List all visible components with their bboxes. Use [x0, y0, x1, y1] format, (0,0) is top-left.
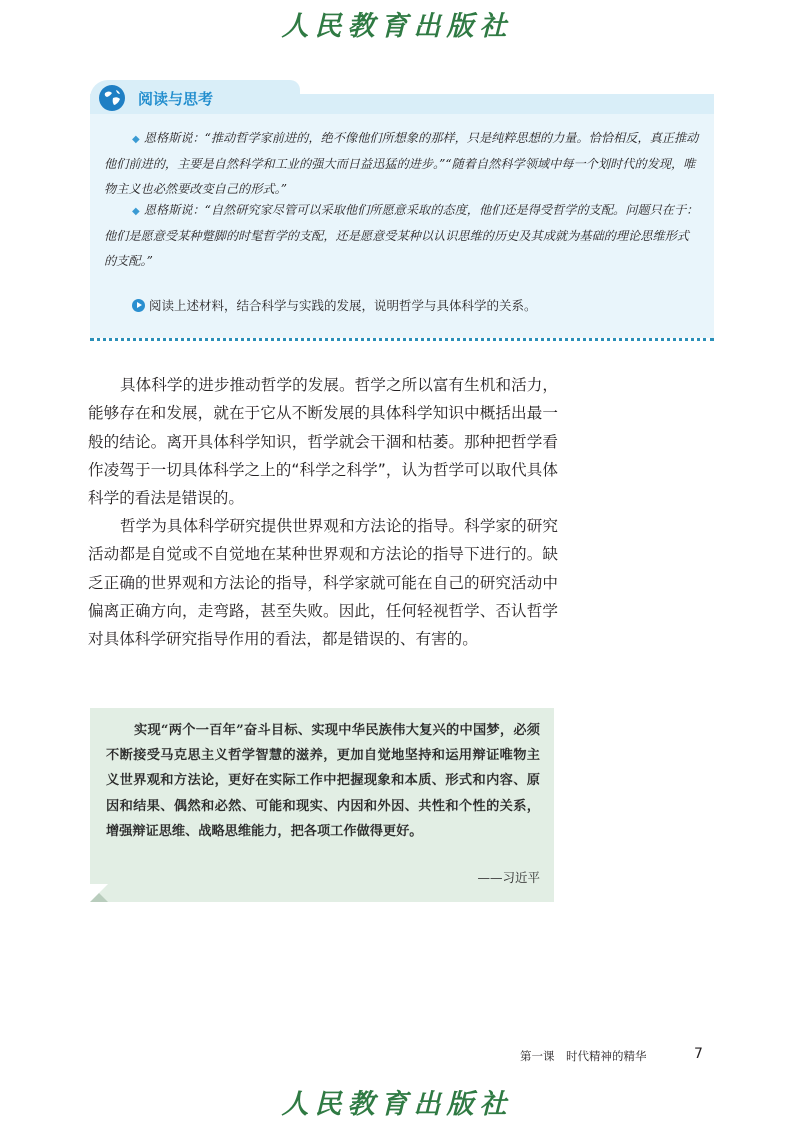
reading-prompt [132, 296, 692, 314]
reading-box-dotted-border [90, 338, 714, 341]
publisher-watermark-top: 人民教育出版社 [281, 11, 513, 42]
publisher-watermark-bottom: 人民教育出版社 [281, 1089, 513, 1120]
chapter-title: 第一课 时代精神的精华 [520, 1049, 647, 1063]
xi-quote-text: 实现“两个一百年”奋斗目标、实现中华民族伟大复兴的中国梦，必须不断接受马克思主义哲学智慧的滋养，更加自觉地坚持和运用辩证唯物主义世界观和方法论，更好在实际工作中把握现象和本质、形式和内容、原因和结果、偶然和必然、可能和现实、内因和外因、共性和个性的关系，增强辩证思维、战略思维能力，把各项工作做得更好。 [106, 723, 540, 839]
body-paragraph-1: 具体科学的进步推动哲学的发展。哲学之所以富有生机和活力，能够存在和发展，就在于它从不断发展的具体科学知识中概括出最一般的结论。离开具体科学知识，哲学就会干涸和枯萎。那种把哲学看作凌驾于一切具体科学之上的“科学之科学”，认为哲学可以取代具体科学的看法是错误的。 [88, 376, 558, 508]
diamond-bullet-icon: ◆ [132, 206, 140, 217]
diamond-bullet-icon: ◆ [132, 134, 140, 145]
globe-icon [98, 84, 126, 112]
page-fold-corner [90, 884, 108, 902]
page-footer [520, 1048, 710, 1064]
reading-box-title: 阅读与思考 [138, 90, 214, 108]
engels-quote-1 [104, 126, 700, 202]
xi-quote-author: ——习近平 [477, 870, 540, 885]
reading-prompt-text: 阅读上述材料，结合科学与实践的发展，说明哲学与具体科学的关系。 [149, 298, 537, 313]
body-paragraph-2: 哲学为具体科学研究提供世界观和方法论的指导。科学家的研究活动都是自觉或不自觉地在某种世界观和方法论的指导下进行的。缺乏正确的世界观和方法论的指导，科学家就可能在自己的研究活动中偏离正确方向，走弯路，甚至失败。因此，任何轻视哲学、否认哲学对具体科学研究指导作用的看法，都是错误的、有害的。 [88, 517, 558, 649]
engels-quote-1-text: 恩格斯说：“推动哲学家前进的，绝不像他们所想象的那样，只是纯粹思想的力量。恰恰相反，真正推动他们前进的，主要是自然科学和工业的强大而日益迅猛的进步。”“随着自然科学领域中每一个划时代的发现，唯物主义也必然要改变自己的形式。” [104, 131, 699, 196]
play-arrow-icon [132, 299, 145, 312]
page-number: 7 [694, 1046, 703, 1062]
engels-quote-2-text: 恩格斯说：“自然研究家尽管可以采取他们所愿意采取的态度，他们还是得受哲学的支配。问题只在于：他们是愿意受某种蹩脚的时髦哲学的支配，还是愿意受某种以认识思维的历史及其成就为基础的理论思维形式的支配。” [104, 203, 699, 268]
engels-quote-2 [104, 198, 700, 274]
